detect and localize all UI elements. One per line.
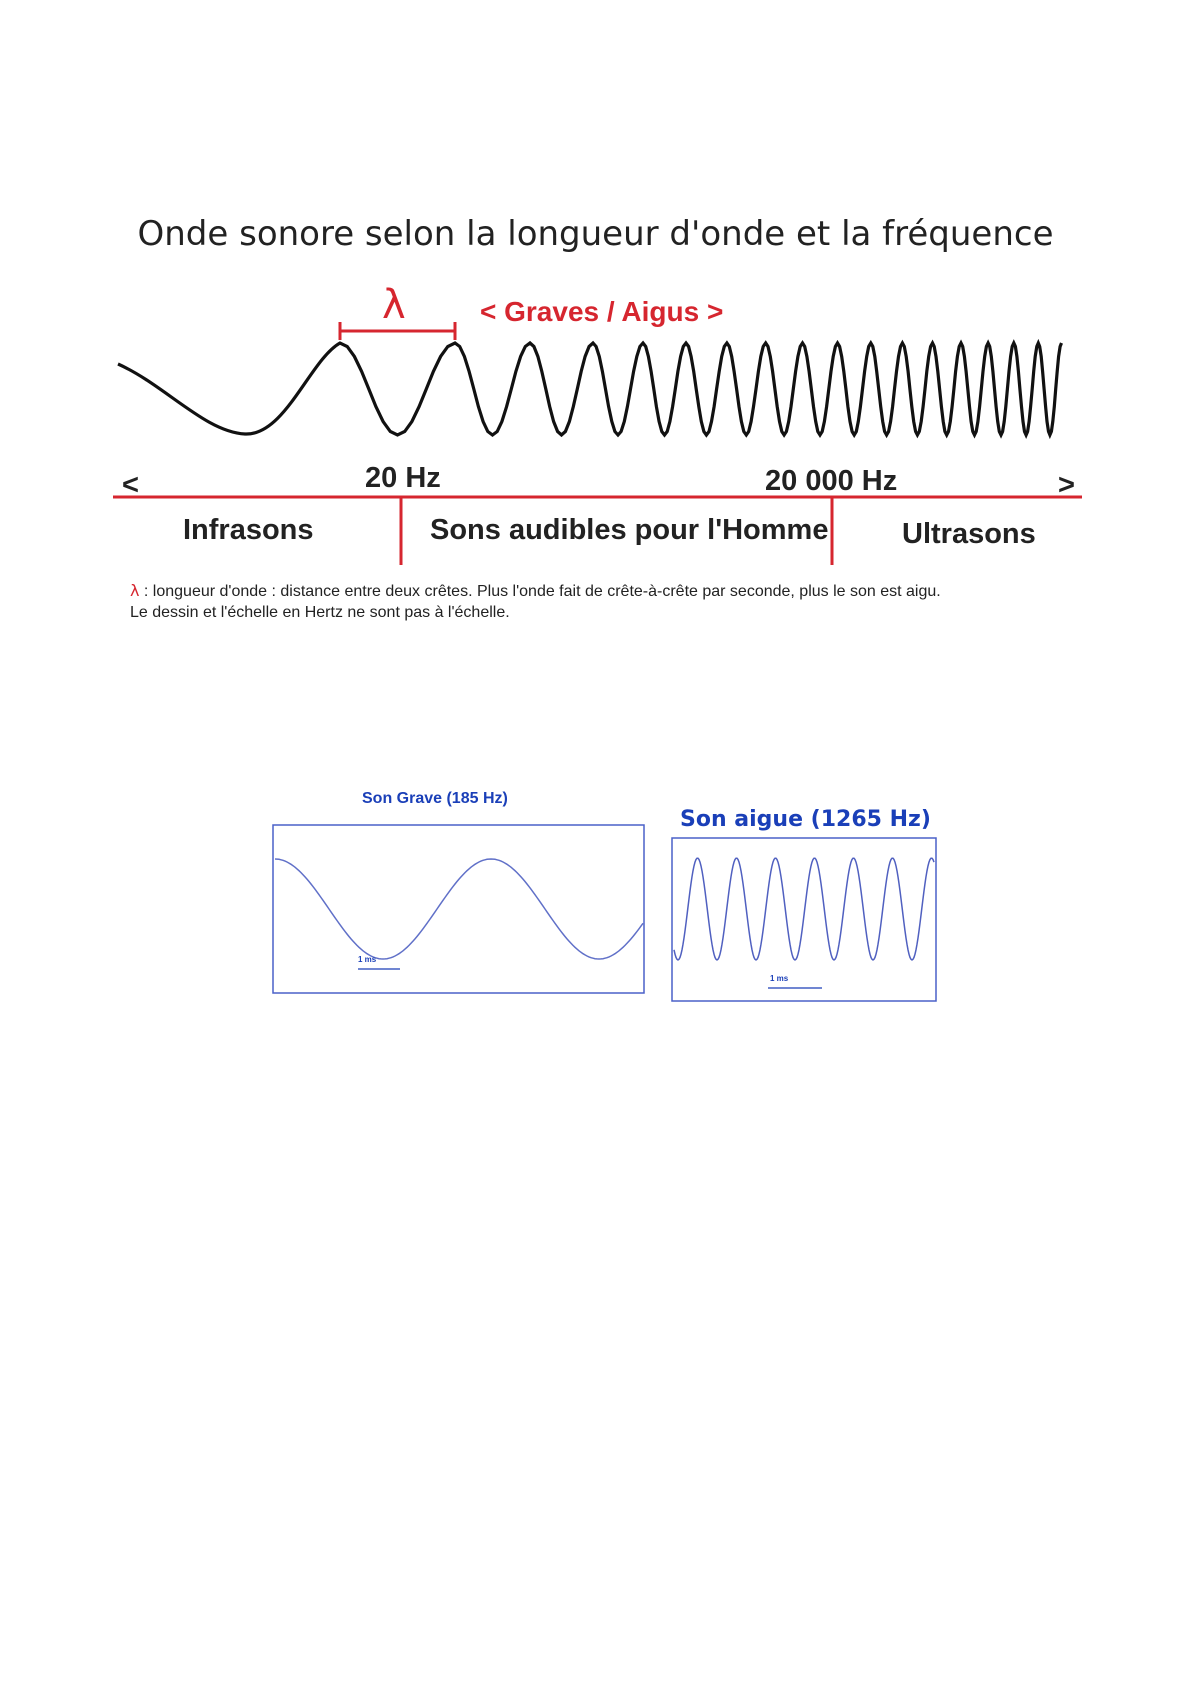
caption-line-2: Le dessin et l'échelle en Hertz ne sont pas à l'échelle. <box>130 604 510 621</box>
lambda-symbol: λ <box>382 282 406 328</box>
caption-line-1 <box>130 580 941 602</box>
aigue-title: Son aigue (1265 Hz) <box>680 807 931 832</box>
range-audibles: Sons audibles pour l'Homme <box>430 514 829 546</box>
range-infrasons: Infrasons <box>183 514 314 546</box>
freq-low-label: 20 Hz <box>365 462 441 494</box>
left-arrow-label: < <box>122 469 139 501</box>
grave-sine-wave <box>275 859 643 959</box>
caption <box>130 580 941 623</box>
diagram-title: Onde sonore selon la longueur d'onde et la fréquence <box>137 214 1054 254</box>
caption-line-1-text: : longueur d'onde : distance entre deux crêtes. Plus l'onde fait de crête-à-crête par seconde, plus le son est aigu. <box>139 583 941 600</box>
caption-lambda: λ <box>130 581 140 600</box>
freq-high-label: 20 000 Hz <box>765 465 898 497</box>
grave-title: Son Grave (185 Hz) <box>362 790 508 807</box>
scale-label-left: 1 ms <box>358 955 377 964</box>
scale-label-right: 1 ms <box>770 974 789 983</box>
right-arrow-label: > <box>1058 469 1075 501</box>
chirp-wave <box>118 343 1062 435</box>
graves-aigus-label: < Graves / Aigus > <box>480 296 724 327</box>
aigue-sine-wave <box>674 858 934 960</box>
range-ultrasons: Ultrasons <box>902 518 1036 550</box>
scale-bars <box>358 969 822 988</box>
